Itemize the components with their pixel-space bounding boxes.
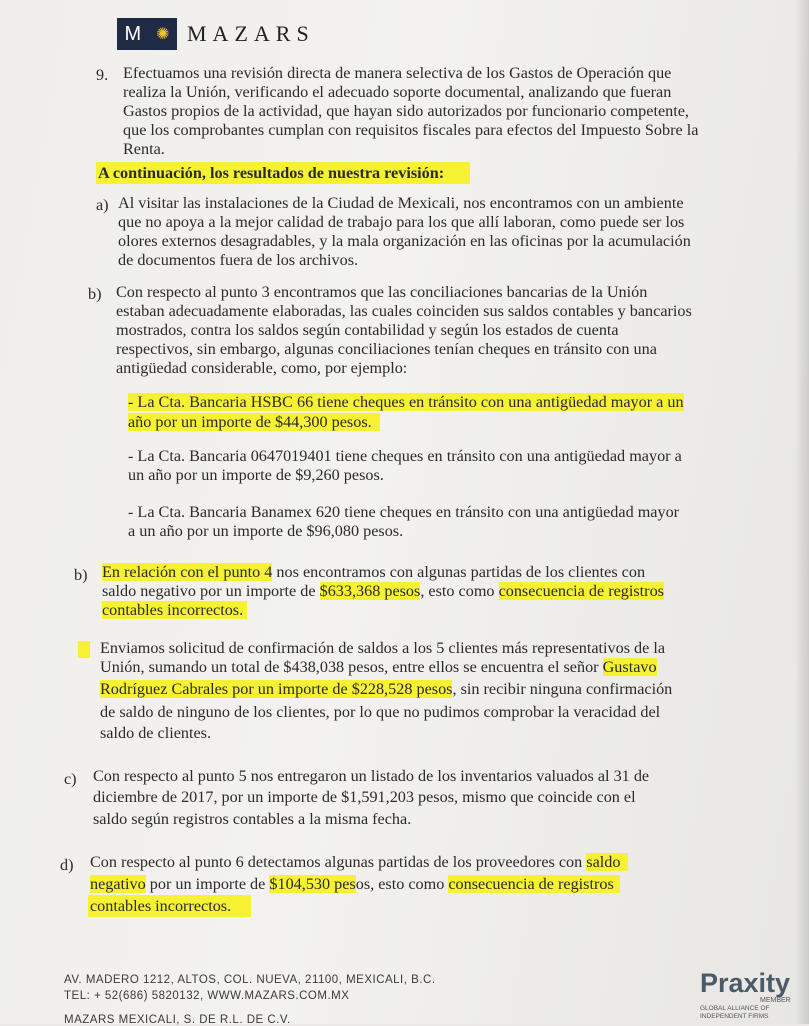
item-b2-highlight-1: En relación con el punto 4 bbox=[102, 563, 273, 581]
item-b2-line-2-a: saldo negativo por un importe de bbox=[102, 582, 320, 600]
account-2-line-1: - La Cta. Bancaria 0647019401 tiene cheques en tránsito con una antigüedad mayor a bbox=[128, 447, 682, 465]
item-d-line-3 bbox=[88, 897, 251, 916]
mazars-logo bbox=[117, 18, 315, 50]
item-c-line-3: saldo según registros contables a la misma fecha. bbox=[93, 810, 412, 828]
item-d-highlight-4: consecuencia de registros bbox=[448, 875, 619, 893]
item-a-line-4: de documentos fuera de los archivos. bbox=[118, 251, 359, 269]
footer-company: MAZARS MEXICALI, S. DE R.L. DE C.V. bbox=[64, 1014, 291, 1026]
item-d-highlight-3: $104,530 pes bbox=[269, 875, 356, 893]
item-b2-label: b) bbox=[74, 566, 88, 584]
item-c-line-1: Con respecto al punto 5 nos entregaron un listado de los inventarios valuados al 31 de bbox=[93, 767, 650, 785]
item-9-line-1: Efectuamos una revisión directa de manera selectiva de los Gastos de Operación que bbox=[123, 64, 672, 82]
item-a-label: a) bbox=[96, 196, 109, 214]
item-c-label: c) bbox=[64, 770, 77, 788]
item-d-highlight-1: saldo bbox=[586, 853, 628, 871]
item-d-highlight-2: negativo bbox=[90, 875, 146, 893]
logo-mark bbox=[117, 18, 177, 50]
item-d-line-2 bbox=[90, 875, 620, 894]
star-icon: ✺ bbox=[156, 26, 170, 43]
item-9-line-2: realiza la Unión, verificando el adecuado soporte documental, analizando que fueran bbox=[123, 83, 672, 101]
footer-contact: TEL: + 52(686) 5820132, WWW.MAZARS.COM.MX bbox=[64, 990, 350, 1002]
item-b1-line-3: mostrados, contra los saldos según contabilidad y según los estados de cuenta bbox=[116, 321, 619, 339]
item-b2-para2-line-2 bbox=[100, 658, 657, 677]
item-d-line-2-b: por un importe de bbox=[145, 875, 270, 893]
item-b2-para2-line-2-a: Unión, sumando un total de $438,038 pesos, entre ellos se encuentra el señor bbox=[100, 658, 603, 676]
item-b2-para2-line-1: Enviamos solicitud de confirmación de saldos a los 5 clientes más representativos de la bbox=[100, 639, 666, 657]
item-b2-para2-line-3-b: , sin recibir ninguna confirmación bbox=[452, 680, 673, 698]
item-b2-para2-highlight-2: Rodríguez Cabrales por un importe de $228,528 pesos bbox=[100, 680, 453, 698]
footer-address: AV. MADERO 1212, ALTOS, COL. NUEVA, 21100, MEXICALI, B.C. bbox=[64, 974, 436, 986]
item-b2-line-2-c: , esto como bbox=[420, 582, 499, 600]
item-9-line-4: que los comprobantes cumplan con requisitos fiscales para efectos del Impuesto Sobre la bbox=[123, 121, 699, 139]
account-2-line-2: un año por un importe de $9,260 pesos. bbox=[128, 466, 384, 484]
item-b2-line-1 bbox=[102, 563, 645, 582]
item-d-line-1 bbox=[90, 853, 628, 872]
item-b1-line-5: antigüedad considerable, como, por ejemplo: bbox=[116, 359, 408, 377]
item-b2-highlight-4: contables incorrectos. bbox=[102, 601, 247, 619]
praxity-tagline: GLOBAL ALLIANCE OF INDEPENDENT FIRMS bbox=[700, 1005, 770, 1020]
account-3-line-2: a un año por un importe de $96,080 pesos. bbox=[128, 522, 404, 540]
item-b2-line-3 bbox=[102, 601, 247, 620]
item-a-line-3: olores externos desagradables, y la mala organización en las oficinas por la acumulación bbox=[118, 232, 691, 250]
item-b2-highlight-3: consecuencia de registros bbox=[498, 582, 664, 600]
item-b2-para2-line-3 bbox=[100, 680, 672, 699]
logo-name: MAZARS bbox=[187, 21, 315, 46]
item-b1-line-1: Con respecto al punto 3 encontramos que las conciliaciones bancarias de la Unión bbox=[116, 283, 648, 301]
account-3-line-1: - La Cta. Bancaria Banamex 620 tiene cheques en tránsito con una antigüedad mayor bbox=[128, 503, 680, 521]
account-1-line-2-text: año por un importe de $44,300 pesos. bbox=[128, 413, 380, 431]
item-9-line-5: Renta. bbox=[123, 140, 165, 158]
item-b2-highlight-2: $633,368 pesos bbox=[319, 582, 421, 600]
item-a-line-2: que no apoya a la mejor calidad de trabajo para los que allí laboran, como puede ser los bbox=[118, 213, 685, 231]
praxity-logo: Praxity bbox=[700, 968, 791, 998]
item-b1-line-2: estaban adecuadamente elaboradas, las cuales coinciden sus saldos contables y bancarios bbox=[116, 302, 692, 320]
account-1-line-1 bbox=[128, 393, 684, 412]
item-d-highlight-5: contables incorrectos. bbox=[88, 895, 251, 917]
item-d-label: d) bbox=[60, 856, 74, 874]
item-b2-para2-highlight-1: Gustavo bbox=[602, 658, 657, 676]
item-b1-label: b) bbox=[88, 285, 102, 303]
account-1-line-1-text: - La Cta. Bancaria HSBC 66 tiene cheques en tránsito con una antigüedad mayor a un bbox=[128, 393, 684, 411]
item-b2-para2-line-4: de saldo de ninguno de los clientes, por lo que no pudimos comprobar la veracidad del bbox=[100, 703, 661, 721]
item-d-line-1-a: Con respecto al punto 6 detectamos algunas partidas de los proveedores con bbox=[90, 853, 587, 871]
logo-letter: M bbox=[124, 22, 142, 45]
item-a-line-1: Al visitar las instalaciones de la Ciudad de Mexicali, nos encontramos con un ambiente bbox=[118, 194, 684, 212]
praxity-member: MEMBER bbox=[760, 997, 791, 1004]
margin-highlight-mark bbox=[78, 641, 90, 658]
results-heading-text: A continuación, los resultados de nuestra revisión: bbox=[96, 162, 470, 184]
item-d-line-2-d: os, esto como bbox=[355, 875, 449, 893]
item-9-line-3: Gastos propios de la actividad, que hayan sido autorizados por funcionario competente, bbox=[123, 102, 689, 120]
account-1-line-2 bbox=[128, 413, 380, 432]
item-9-label: 9. bbox=[96, 66, 109, 84]
item-b2-line-2 bbox=[102, 582, 664, 601]
item-c-line-2: diciembre de 2017, por un importe de $1,591,203 pesos, mismo que coincide con el bbox=[93, 788, 636, 806]
page-shadow bbox=[795, 0, 809, 1024]
results-heading bbox=[96, 164, 470, 183]
item-b2-line-1-rest: nos encontramos con algunas partidas de los clientes con bbox=[272, 563, 646, 581]
item-b2-para2-line-5: saldo de clientes. bbox=[100, 724, 212, 742]
item-b1-line-4: respectivos, sin embargo, algunas conciliaciones tenían cheques en tránsito con una bbox=[116, 340, 657, 358]
